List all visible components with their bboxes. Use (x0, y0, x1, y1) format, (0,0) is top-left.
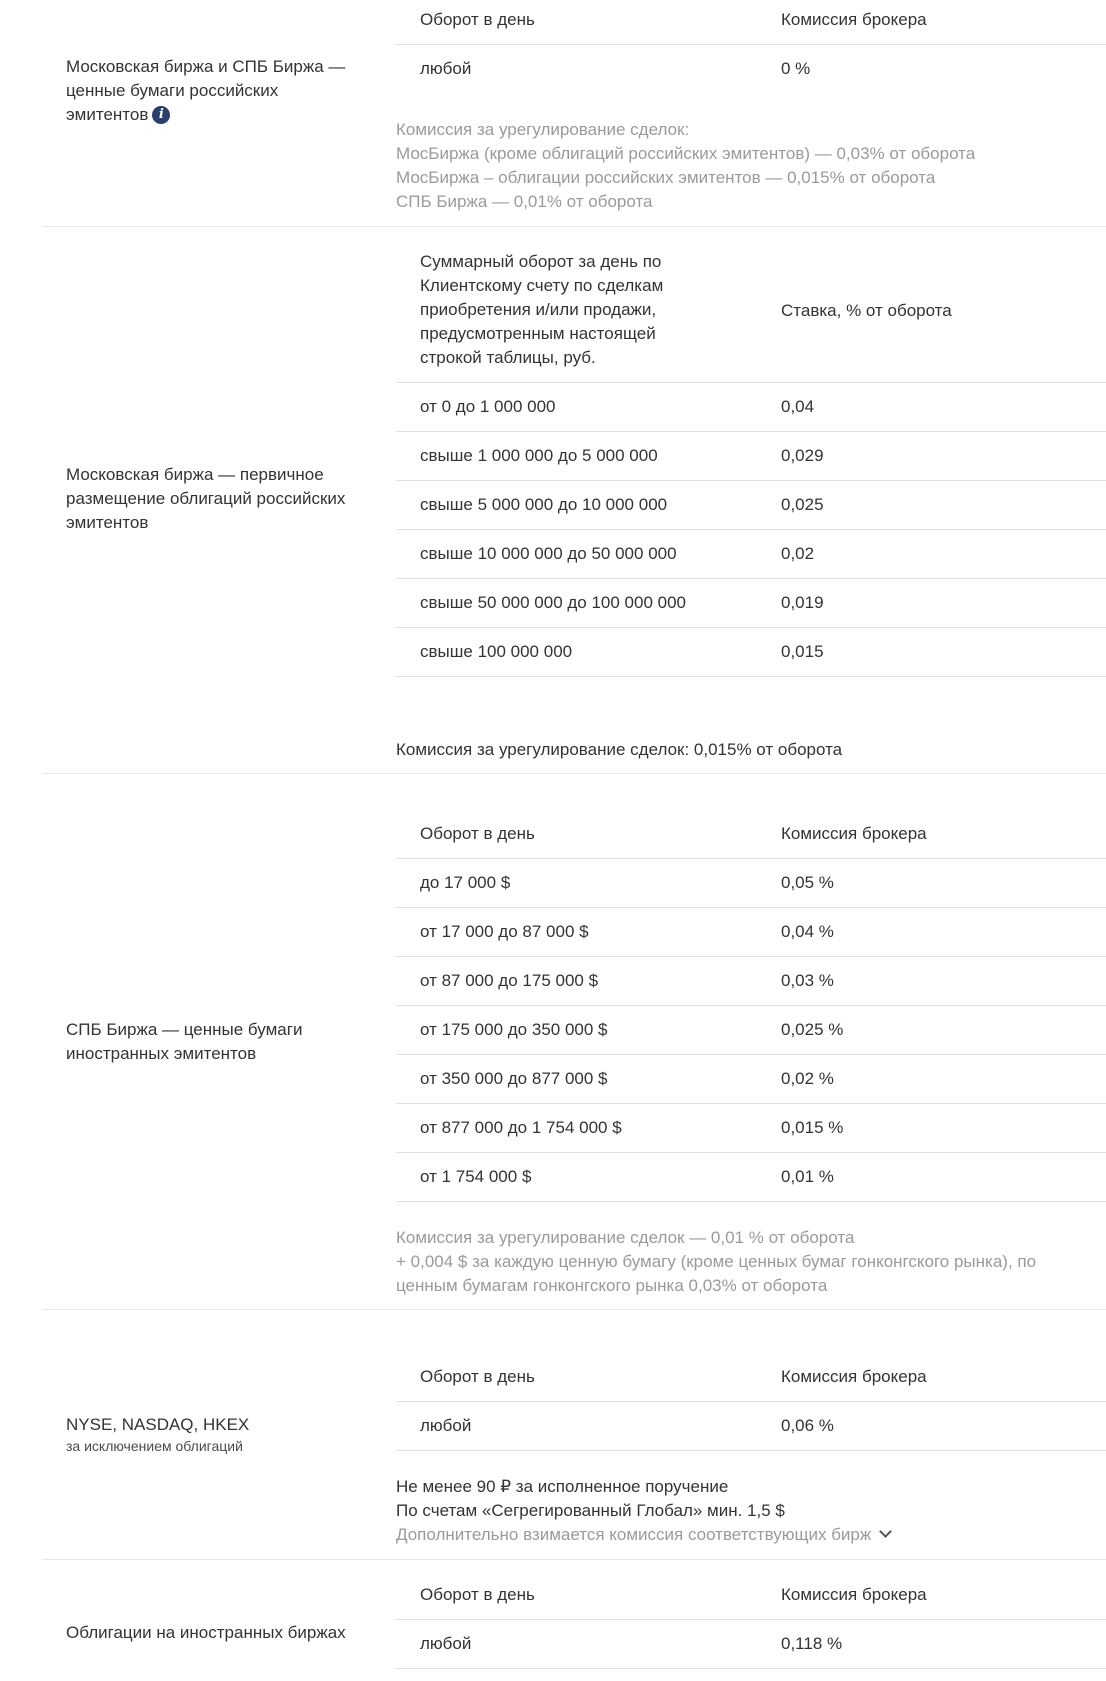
table-cell-commission: 0,05 % (781, 873, 834, 892)
section-label-foreign-bonds: Облигации на иностранных биржах (66, 1623, 346, 1642)
row-divider (396, 627, 1106, 628)
row-divider (396, 1401, 1106, 1402)
table-header-commission: Комиссия брокера (781, 10, 927, 29)
settlement-note-line: СПБ Биржа — 0,01% от оборота (396, 192, 653, 211)
table-cell-rate: 0,015 (781, 642, 824, 661)
table-cell-turnover: от 877 000 до 1 754 000 $ (420, 1118, 622, 1137)
table-cell-commission: 0,118 % (781, 1634, 843, 1653)
settlement-note-title: Комиссия за урегулирование сделок — 0,01 % от оборота (396, 1228, 855, 1247)
table-cell-commission: 0,03 % (781, 971, 834, 990)
segregated-global-note: По счетам «Сегрегированный Глобал» мин. 1,5 $ (396, 1501, 785, 1520)
table-cell-rate: 0,025 (781, 495, 824, 514)
exchange-fees-toggle-label[interactable]: Дополнительно взимается комиссия соответствующих бирж (396, 1525, 872, 1544)
row-divider (396, 907, 1106, 908)
table-header-turnover: Оборот в день (420, 1585, 535, 1604)
settlement-note-line: + 0,004 $ за каждую ценную бумагу (кроме ценных бумаг гонконгского рынка), по ценным бумагам гонконгского рынка 0,03% от оборота (396, 1252, 1037, 1295)
row-divider (396, 956, 1106, 957)
row-divider (396, 676, 1106, 677)
row-divider (396, 858, 1106, 859)
table-cell-commission: 0,015 % (781, 1118, 844, 1137)
row-divider (396, 1054, 1106, 1055)
table-cell-turnover: от 87 000 до 175 000 $ (420, 971, 599, 990)
table-cell-rate: 0,029 (781, 446, 824, 465)
section-divider (42, 773, 1106, 774)
row-divider (396, 480, 1106, 481)
settlement-note-title: Комиссия за урегулирование сделок: (396, 120, 690, 139)
table-header-turnover: Оборот в день (420, 1367, 535, 1386)
min-commission-note: Не менее 90 ₽ за исполненное поручение (396, 1477, 729, 1496)
section-label-moex-primary: Московская биржа — первичное размещение облигаций российских эмитентов (66, 465, 346, 532)
table-header-commission: Комиссия брокера (781, 824, 927, 843)
exchange-fees-toggle[interactable] (396, 1523, 1066, 1547)
table-cell-turnover: от 175 000 до 350 000 $ (420, 1020, 608, 1039)
table-cell-turnover: любой (420, 1416, 472, 1435)
table-cell-rate: 0,02 (781, 544, 815, 563)
table-header-turnover: Суммарный оборот за день по Клиентскому счету по сделкам приобретения и/или продажи, предусмотренным настоящей строкой таблицы, руб. (420, 252, 664, 367)
table-cell-commission: 0,04 % (781, 922, 834, 941)
table-cell-turnover: от 1 754 000 $ (420, 1167, 532, 1186)
table-cell-turnover: свыше 5 000 000 до 10 000 000 (420, 495, 668, 514)
section-divider (42, 1559, 1106, 1560)
table-header-commission: Комиссия брокера (781, 1367, 927, 1386)
settlement-note-line: МосБиржа – облигации российских эмитентов — 0,015% от оборота (396, 168, 936, 187)
chevron-down-icon[interactable] (879, 1525, 892, 1538)
table-cell-turnover: свыше 10 000 000 до 50 000 000 (420, 544, 677, 563)
section-label-text: Московская биржа и СПБ Биржа — ценные бумаги российских эмитентов (66, 57, 346, 124)
table-cell-commission: 0,01 % (781, 1167, 834, 1186)
table-cell-commission: 0 % (781, 59, 811, 78)
table-header-commission: Комиссия брокера (781, 1585, 927, 1604)
table-cell-turnover: свыше 50 000 000 до 100 000 000 (420, 593, 687, 612)
row-divider (396, 1152, 1106, 1153)
table-cell-turnover: до 17 000 $ (420, 873, 511, 892)
section-label-spb-foreign: СПБ Биржа — ценные бумаги иностранных эмитентов (66, 1020, 303, 1063)
section-divider (42, 226, 1106, 227)
settlement-note: Комиссия за урегулирование сделок: 0,015% от оборота (396, 740, 843, 759)
row-divider (396, 1005, 1106, 1006)
table-cell-turnover: свыше 1 000 000 до 5 000 000 (420, 446, 658, 465)
table-cell-turnover: свыше 100 000 000 (420, 642, 573, 661)
section-label-nyse (66, 1413, 356, 1455)
row-divider (396, 1201, 1106, 1202)
table-cell-turnover: от 17 000 до 87 000 $ (420, 922, 589, 941)
table-cell-rate: 0,04 (781, 397, 815, 416)
table-header-turnover: Оборот в день (420, 10, 535, 29)
info-icon[interactable]: i (152, 106, 170, 124)
section-label-moex-spb (66, 55, 356, 127)
table-cell-turnover: от 0 до 1 000 000 (420, 397, 556, 416)
table-header-turnover: Оборот в день (420, 824, 535, 843)
settlement-note-line: МосБиржа (кроме облигаций российских эмитентов) — 0,03% от оборота (396, 144, 976, 163)
table-cell-commission: 0,06 % (781, 1416, 834, 1435)
row-divider (396, 44, 1106, 45)
table-cell-turnover: любой (420, 1634, 472, 1653)
row-divider (396, 382, 1106, 383)
row-divider (396, 1668, 1106, 1669)
row-divider (396, 431, 1106, 432)
table-cell-turnover: любой (420, 59, 472, 78)
table-cell-commission: 0,02 % (781, 1069, 834, 1088)
row-divider (396, 1450, 1106, 1451)
row-divider (396, 1103, 1106, 1104)
table-header-rate: Ставка, % от оборота (781, 301, 952, 320)
row-divider (396, 1619, 1106, 1620)
section-divider (42, 1309, 1106, 1310)
section-label-text: NYSE, NASDAQ, HKEX (66, 1415, 250, 1434)
table-cell-turnover: от 350 000 до 877 000 $ (420, 1069, 608, 1088)
section-sublabel: за исключением облигаций (66, 1438, 243, 1454)
table-cell-rate: 0,019 (781, 593, 824, 612)
table-cell-commission: 0,025 % (781, 1020, 844, 1039)
row-divider (396, 578, 1106, 579)
row-divider (396, 529, 1106, 530)
